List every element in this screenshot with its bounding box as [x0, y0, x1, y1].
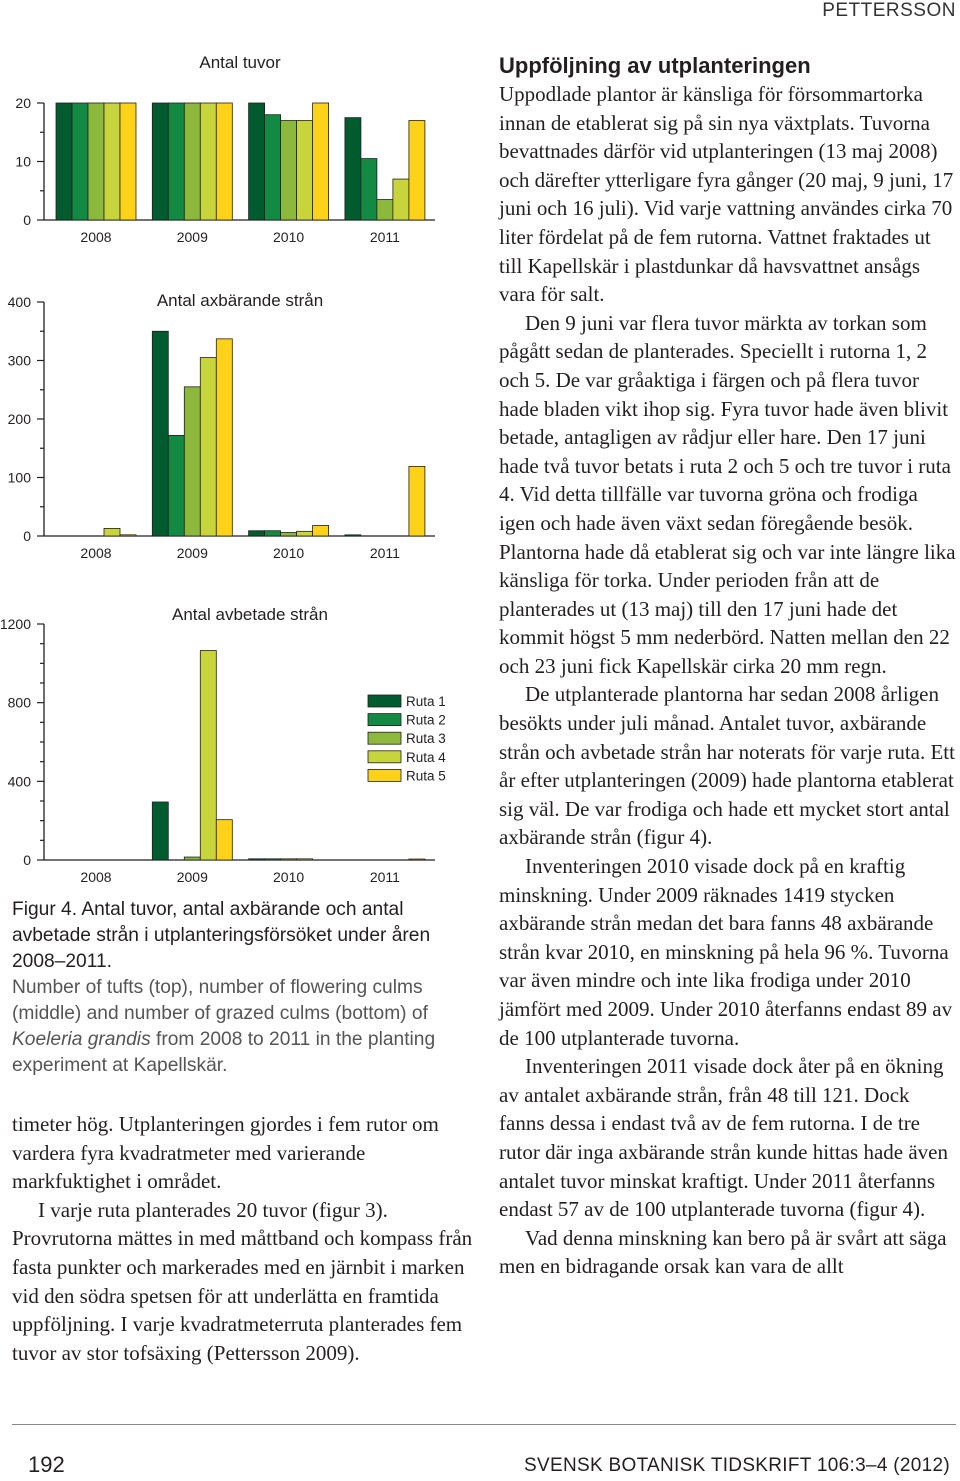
legend-label: Ruta 2	[406, 712, 446, 728]
bar	[281, 532, 297, 536]
footer-rule	[12, 1424, 956, 1425]
figure-caption	[12, 897, 462, 1079]
legend-label: Ruta 5	[406, 768, 446, 784]
legend-swatch	[368, 695, 401, 707]
bar	[281, 859, 297, 860]
journal-name: SVENSK BOTANISK TIDSKRIFT 106:3–4 (2012)	[524, 1455, 950, 1476]
chart-title: Antal avbetade strån	[172, 605, 328, 624]
left-column-text	[12, 1110, 482, 1367]
y-tick-label: 0	[23, 528, 31, 544]
bar	[313, 103, 329, 220]
legend-swatch	[368, 769, 401, 781]
chart-title: Antal tuvor	[199, 53, 281, 72]
paragraph: timeter hög. Utplanteringen gjordes i fem rutor om vardera fyra kvadratmeter med varierande markfuktighet i området.	[12, 1112, 439, 1194]
right-column-text	[499, 52, 957, 1281]
bar	[377, 200, 393, 220]
bar	[249, 103, 265, 220]
x-tick-label: 2008	[80, 545, 112, 561]
bar	[313, 525, 329, 536]
bar	[152, 331, 168, 536]
bar	[216, 103, 232, 220]
chart-tuvor	[15, 53, 435, 245]
bar	[345, 118, 361, 220]
x-tick-label: 2009	[176, 545, 208, 561]
bar	[361, 159, 377, 220]
y-tick-label: 100	[7, 469, 31, 486]
bar	[409, 466, 425, 536]
bar	[200, 651, 216, 860]
paragraph: Uppodlade plantor är känsliga för försommartorka innan de etablerat sig på sin nya växtplats. Tuvorna bevattnades därför vid utplanteringen (13 maj 2008) och därefter ytterligare fyra gånger (20 maj, 9 juni, 17 juni och 16 juli). Vid varje vattning användes cirka 70 liter fördelat på de fem rutorna. Vattnet fraktades ut till Kapellskär i plastdunkar då havsvattnet ansågs vara för salt.	[499, 82, 954, 307]
legend-label: Ruta 3	[406, 731, 446, 747]
figure-4	[0, 40, 470, 890]
bar	[393, 179, 409, 220]
y-tick-label: 1200	[0, 616, 31, 632]
paragraph: Vad denna minskning kan bero på är svårt att säga men en bidragande orsak kan vara de allt	[499, 1225, 947, 1279]
bar	[249, 859, 265, 860]
legend-swatch	[368, 714, 401, 726]
x-tick-label: 2010	[273, 229, 305, 245]
bar	[281, 121, 297, 220]
y-tick-label: 0	[23, 212, 31, 228]
x-tick-label: 2008	[80, 229, 112, 245]
y-tick-label: 20	[15, 95, 31, 111]
x-tick-label: 2010	[273, 545, 305, 561]
y-tick-label: 200	[7, 411, 31, 427]
paragraph: Inventeringen 2011 visade dock åter på en ökning av antalet axbärande strån, från 48 till 121. Dock fanns dessa i endast två av de fem rutorna. I de tre rutor där inga axbärande strån kunde hittas hade även antalet tuvor minskat kraftigt. Under 2011 återfanns endast 57 av de 100 utplanterade tuvorna (figur 4).	[499, 1054, 948, 1222]
page-number: 192	[28, 1452, 65, 1477]
legend-swatch	[368, 732, 401, 744]
section-heading: Uppföljning av utplanteringen	[499, 53, 811, 78]
paragraph: Inventeringen 2010 visade dock på en kraftig minskning. Under 2009 räknades 1419 stycken axbärande strån medan det bara fanns 48 axbärande strån kvar 2010, en minskning på hela 96 %. Tuvorna var även mindre och inte lika frodiga under 2010 jämfört med 2009. Under 2010 återfanns endast 89 av de 100 utplanterade tuvorna.	[499, 854, 953, 1050]
x-tick-label: 2008	[80, 869, 112, 885]
bar	[216, 820, 232, 860]
bar	[216, 339, 232, 536]
legend-swatch	[368, 751, 401, 763]
bar	[120, 103, 136, 220]
bar	[72, 103, 88, 220]
bar	[409, 121, 425, 220]
chart-axbarande	[8, 291, 435, 561]
caption-swedish: Figur 4. Antal tuvor, antal axbärande och antal avbetade strån i utplanteringsförsöket under åren 2008–2011.	[12, 899, 431, 972]
caption-english: Number of tufts (top), number of flowering culms (middle) and number of grazed culms (bottom) of Koeleria grandis from 2008 to 2011 in the planting experiment at Kapellskär.	[12, 977, 436, 1076]
x-tick-label: 2010	[273, 869, 305, 885]
bar	[409, 859, 425, 860]
bar	[297, 121, 313, 220]
chart-avbetade	[0, 605, 435, 885]
x-tick-label: 2011	[369, 545, 400, 561]
bar	[200, 358, 216, 536]
bar	[120, 535, 136, 536]
bar	[152, 103, 168, 220]
bar	[88, 103, 104, 220]
x-tick-label: 2009	[176, 869, 208, 885]
bar	[152, 802, 168, 860]
y-tick-label: 0	[23, 852, 31, 868]
bar	[265, 859, 281, 860]
bar	[184, 857, 200, 860]
bar	[265, 115, 281, 220]
bar	[265, 531, 281, 536]
bar	[56, 103, 72, 220]
y-tick-label: 400	[7, 294, 31, 310]
x-tick-label: 2011	[369, 869, 400, 885]
chart-legend	[368, 694, 446, 783]
species-name: Koeleria grandis	[12, 1029, 151, 1050]
bar	[297, 531, 313, 536]
paragraph: Den 9 juni var flera tuvor märkta av torkan som pågått sedan de planterades. Speciellt i rutorna 1, 2 och 5. De var gråaktiga i färgen och på flera tuvor hade bladen vikt ihop sig. Fyra tuvor hade även blivit betade, antagligen av rådjur eller hare. Den 17 juni hade två tuvor betats i ruta 2 och 5 och tre tuvor i ruta 4. Vid detta tillfälle var tuvorna gröna och frodiga igen och hade även växt sedan föregående besök. Plantorna hade då etablerat sig och var inte längre lika känsliga för torka. Under perioden från att de planterades ut (13 maj) till den 17 juni hade det kommit högst 5 mm nederbörd. Natten mellan den 22 och 23 juni fick Kapellskär cirka 20 mm regn.	[499, 310, 956, 678]
bar	[104, 103, 120, 220]
x-tick-label: 2011	[369, 229, 400, 245]
bar	[184, 387, 200, 536]
y-tick-label: 800	[7, 694, 31, 711]
bar	[184, 103, 200, 220]
bar	[104, 528, 120, 536]
bar	[200, 103, 216, 220]
chart-title: Antal axbärande strån	[156, 291, 324, 310]
y-tick-label: 400	[7, 773, 31, 790]
legend-label: Ruta 4	[406, 749, 446, 765]
bar	[168, 103, 184, 220]
x-tick-label: 2009	[176, 229, 208, 245]
bar	[168, 435, 184, 536]
bar	[297, 859, 313, 860]
paragraph: I varje ruta planterades 20 tuvor (figur 3). Provrutorna mättes in med måttband och kompass från fasta punkter och markerades med en järnbit i marken vid den södra spetsen för att underlätta en framtida uppföljning. I varje kvadratmeterruta planterades fem tuvor av stor tofsäxing (Pettersson 2009).	[12, 1197, 473, 1365]
bar	[249, 531, 265, 536]
bar	[345, 535, 361, 536]
legend-label: Ruta 1	[406, 694, 446, 709]
running-head: PETTERSSON	[822, 0, 956, 21]
paragraph: De utplanterade plantorna har sedan 2008 årligen besökts under juli månad. Antalet tuvor, axbärande strån och avbetade strån har noterats för varje ruta. Ett år efter utplanteringen (2009) hade plantorna etablerat sig väl. De var frodiga och hade ett mycket stort antal axbärande strån (figur 4).	[499, 682, 955, 850]
y-tick-label: 300	[7, 352, 31, 369]
y-tick-label: 10	[15, 153, 31, 170]
